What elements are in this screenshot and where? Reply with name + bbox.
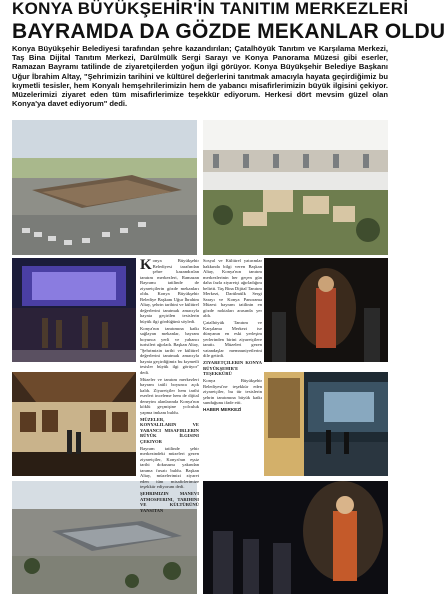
photo-museum-village-model — [203, 120, 388, 255]
article-col2-p2: Çatalhöyük Tanıtım ve Karşılama Merkezi ise dünyanın en eski yerleşim yerlerinden birini ziyaretçilere tanıttı. Müzeleri gezen vatandaşlar memnuniyetlerini dile getirdi. — [203, 320, 262, 358]
article-col2-p3: Konya Büyükşehir Belediyesi'ne teşekkür eden ziyaretçiler, bu tür tesislerin şehrin tanıtımına büyük katkı sunduğunu ifade etti. — [203, 378, 262, 405]
article-subhead-3: ZIYARETÇILERIN KONYA BÜYÜKŞEHIR'E TEŞEKKÜRÜ — [203, 360, 262, 376]
headline-title: BAYRAMDA DA GÖZDE MEKANLAR OLDU — [12, 20, 445, 43]
article-col1-p1: onya Büyükşehir Belediyesi tarafından şehre kazandırılan tanıtım merkezleri, Ramazan Bayramı tatilinde de ziyaretçilerin gözde mekanları oldu. Konya Büyükşehir Belediye Başkanı Uğur İbrahim Altay, şehrin tarihini ve kültürel değerlerini tanıtmak amacıyla hayata geçirilen tesislerin büyük ilgi gördüğünü söyledi. — [140, 258, 199, 324]
article-subhead-2: ŞEHRIMIZIN MANEVI ATMOSFERINI, TARIHINI VE KÜLTÜRÜNÜ YANSITAN — [140, 491, 199, 513]
article-col2-p1: Sosyal ve Kültürel yatırımlar hakkında bilgi veren Başkan Altay, Konya'nın tanıtım merkezlerinin her geçen gün daha fazla ziyaretçi ağırladığını belirtti. Taş Bina Dijital Tanıtım Merkezi, Darülmülk Sergi Sarayı ve Konya Panorama Müzesi bayram tatilinin en gözde noktaları arasında yer aldı. — [203, 258, 262, 318]
article-column-2 — [203, 258, 262, 476]
photo-digital-exhibition-hall — [12, 258, 136, 362]
photo-museum-visitors — [264, 258, 388, 362]
article-dropcap: K — [140, 257, 152, 273]
photo-museum-corridor — [264, 372, 388, 476]
photo-catalhoyuk-aerial — [12, 120, 197, 255]
article-col1-p4: Bayram tatilinde şehir merkezindeki müzeleri gezen ziyaretçiler, Konya'nın eşsiz tarihi dokusunu yakından tanıma fırsatı buldu. Başkan Altay, müzelerimizi ziyaret eden tüm misafirlerimize teşekkür ediyorum dedi. — [140, 445, 199, 489]
lead-paragraph: Konya Büyükşehir Belediyesi tarafından şehre kazandırılan; Çatalhöyük Tanıtım ve Karşılama Merkezi, Taş Bina Dijital Tanıtım Merkezi, Darülmülk Sergi Sarayı ve Konya Panorama Müzesi gibi eserler, Ramazan Bayramı tatilinde de ziyaretçilerden yoğun ilgi görüyor. Konya Büyükşehir Belediye Başkanı Uğur İbrahim Altay, "Şehrimizin tarihini ve kültürel değerlerini tanıtmak amacıyla hayata geçirdiğimiz bu kıymetli tesisler, hem Konyalı hemşehrilerimizin hem de yabancı misafirlerimizin büyük ilgisini çekiyor. Müzelerimizi ziyaret eden tüm misafirlerimize teşekkür ediyorum. Herkesi dört mevsim güzel olan Konya'ya davet ediyorum" dedi. — [12, 44, 388, 109]
article-col1-p3: Müzeler ve tanıtım merkezleri bayram tatili boyunca açık kaldı. Ziyaretçiler hem tarihi eserleri inceleme hem de dijital deneyim alanlarında Konya'nın köklü geçmişine yolculuk yapma imkanı buldu. — [140, 376, 199, 415]
article-subhead-1: MÜZELER, KONYALILARIN VE YABANCI MISAFIRLERIN BÜYÜK İLGISINI ÇEKIYOR — [140, 416, 199, 444]
article-byline: HABER MERKEZİ — [203, 407, 242, 412]
article-col1-p2: Konya'nın tanıtımına katkı sağlayan mekanlar, bayram boyunca yerli ve yabancı turistleri ağırladı. Başkan Altay, "Şehrimizin tarihi ve kültürel değerlerini tanıtmak amacıyla hayata geçirdiğimiz bu kıymetli tesisler büyük ilgi görüyor" dedi. — [140, 325, 199, 375]
article-column-1 — [140, 257, 199, 513]
photo-panorama-museum-mannequin — [203, 481, 388, 594]
photo-sergi-sarayi-interior — [12, 372, 136, 476]
headline-kicker: KONYA BÜYÜKŞEHİR'İN TANITIM MERKEZLERİ — [12, 0, 409, 18]
